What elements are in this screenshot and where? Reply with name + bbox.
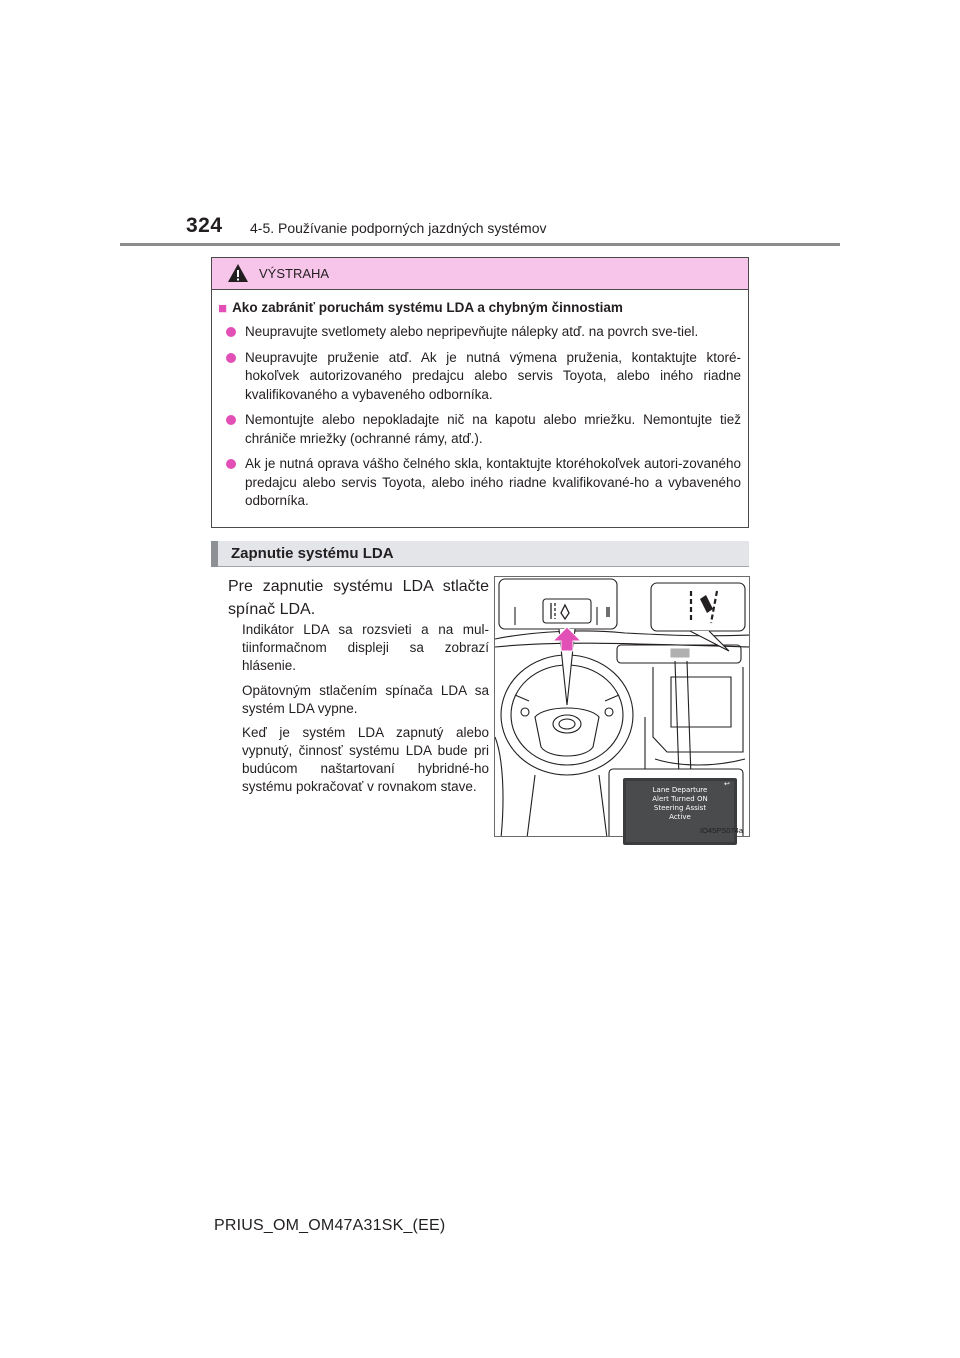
- display-line: Active: [669, 813, 691, 821]
- section-heading-text: Zapnutie systému LDA: [231, 545, 394, 562]
- warning-list: [218, 323, 741, 511]
- warning-body: [212, 290, 748, 511]
- list-item-text: Nemontujte alebo nepokladajte nič na kapotu alebo mriežku. Nemontujte tiež chrániče mriežky (ochranné rámy, atď.).: [245, 412, 741, 446]
- warning-label: VÝSTRAHA: [259, 266, 330, 281]
- display-line: Lane Departure: [652, 786, 708, 794]
- note-text: Opätovným stlačením spínača LDA sa systém LDA vypne.: [242, 683, 489, 716]
- list-item: [218, 349, 741, 405]
- list-item-text: Neupravujte pruženie atď. Ak je nutná výmena pruženia, kontaktujte ktoré-hokoľvek autorizovaného predajcu alebo servis Toyota, alebo iného riadne kvalifikovaného a vybaveného odborníka.: [245, 349, 741, 402]
- display-line: Alert Turned ON: [652, 795, 708, 803]
- bullet-dot-icon: [226, 459, 236, 469]
- bullet-dot-icon: [226, 415, 236, 425]
- footer-text: PRIUS_OM_OM47A31SK_(EE): [214, 1217, 446, 1234]
- note-text: Indikátor LDA sa rozsvieti a na mul-tiinformačnom displeji sa zobrazí hlásenie.: [242, 622, 489, 673]
- display-message: [624, 786, 736, 822]
- warning-header: [212, 258, 748, 290]
- list-item-text: Ak je nutná oprava vášho čelného skla, kontaktujte ktoréhokoľvek autori-zovaného predajcu alebo servis Toyota, alebo iného riadne kvalifikované-ho a vybaveného odborníka.: [245, 456, 741, 508]
- page-header: [0, 0, 960, 250]
- header-divider: [120, 243, 840, 246]
- warning-triangle-icon: [227, 263, 249, 283]
- warning-subheading: [218, 300, 741, 317]
- note-text: Keď je systém LDA zapnutý alebo vypnutý, činnosť systému LDA bude pri budúcom naštartovaní hybridné-ho systému pokračovať v rovnakom stave.: [242, 725, 489, 794]
- main-instruction: Pre zapnutie systému LDA stlačte spínač LDA.: [228, 578, 489, 618]
- warning-subheading-text: Ako zabrániť poruchám systému LDA a chybným činnostiam: [232, 300, 623, 315]
- section-heading: [211, 541, 749, 567]
- page-number: 324: [186, 214, 223, 237]
- list-item: [218, 323, 741, 342]
- heading-accent-bar: [211, 541, 218, 567]
- bullet-dot-icon: [226, 327, 236, 337]
- square-bullet-icon: ■: [218, 300, 228, 317]
- list-item-text: Neupravujte svetlomety alebo nepripevňujte nálepky atď. na povrch sve-tiel.: [245, 324, 699, 339]
- display-line: Steering Assist: [653, 804, 707, 812]
- list-item: [218, 411, 741, 448]
- back-arrow-icon: ↩: [724, 781, 730, 788]
- bullet-dot-icon: [226, 353, 236, 363]
- illustration-code: IO45PS074a: [700, 826, 743, 835]
- list-item: [218, 455, 741, 511]
- section-title: 4-5. Používanie podporných jazdných systémov: [250, 220, 547, 236]
- warning-box: [211, 257, 749, 528]
